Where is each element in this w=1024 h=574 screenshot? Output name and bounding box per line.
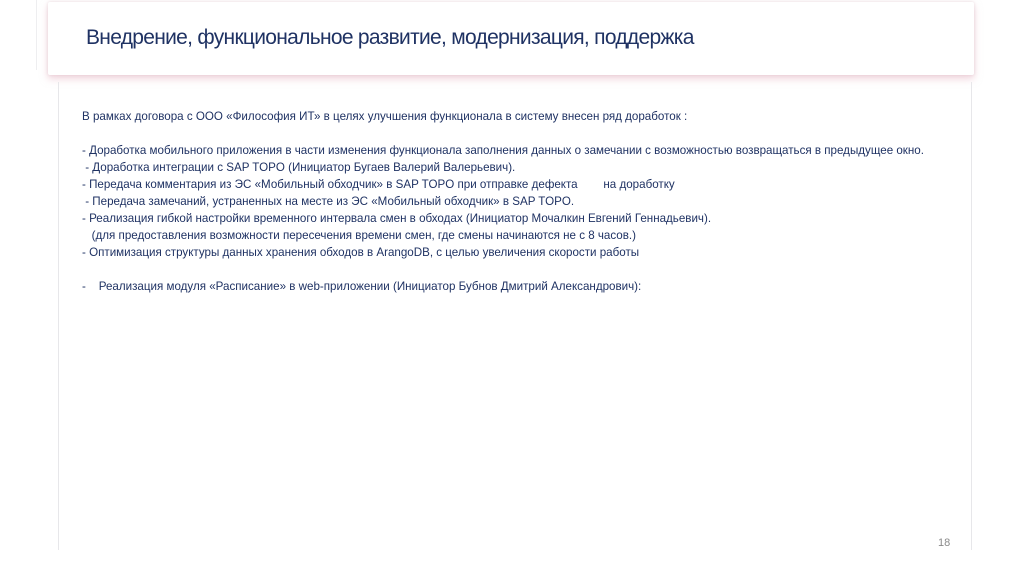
spacer: [82, 125, 962, 142]
list-item: - Передача комментария из ЭС «Мобильный обходчик» в SAP TOPO при отправке дефекта на доработку: [82, 178, 675, 191]
divider-line: [36, 0, 37, 70]
page-number: 18: [938, 537, 951, 549]
list-item: - Реализация гибкой настройки временного интервала смен в обходах (Инициатор Мочалкин Евгений Геннадьевич).: [82, 212, 712, 225]
slide-body: [82, 108, 962, 295]
left-divider: [58, 82, 59, 550]
right-divider: [971, 82, 972, 550]
slide-title: Внедрение, функциональное развитие, модернизация, поддержка: [86, 26, 694, 49]
list-item: - Реализация модуля «Расписание» в web-приложении (Инициатор Бубнов Дмитрий Александрович):: [82, 280, 642, 293]
list-item: - Доработка мобильного приложения в части изменения функционала заполнения данных о замечании с возможностью возвращаться в предыдущее окно.: [82, 144, 924, 157]
list-item: - Оптимизация структуры данных хранения обходов в ArangoDB, с целью увеличения скорости работы: [82, 246, 640, 259]
list-item: - Передача замечаний, устраненных на месте из ЭС «Мобильный обходчик» в SAP TOPO.: [82, 195, 575, 208]
list-item: - Доработка интеграции с SAP TOPO (Инициатор Бугаев Валерий Валерьевич).: [82, 161, 516, 174]
list-item: (для предоставления возможности пересечения времени смен, где смены начинаются не с 8 часов.): [82, 229, 636, 242]
spacer: [82, 261, 962, 278]
intro-text: В рамках договора с ООО «Философия ИТ» в целях улучшения функционала в систему внесен ряд доработок :: [82, 110, 688, 123]
